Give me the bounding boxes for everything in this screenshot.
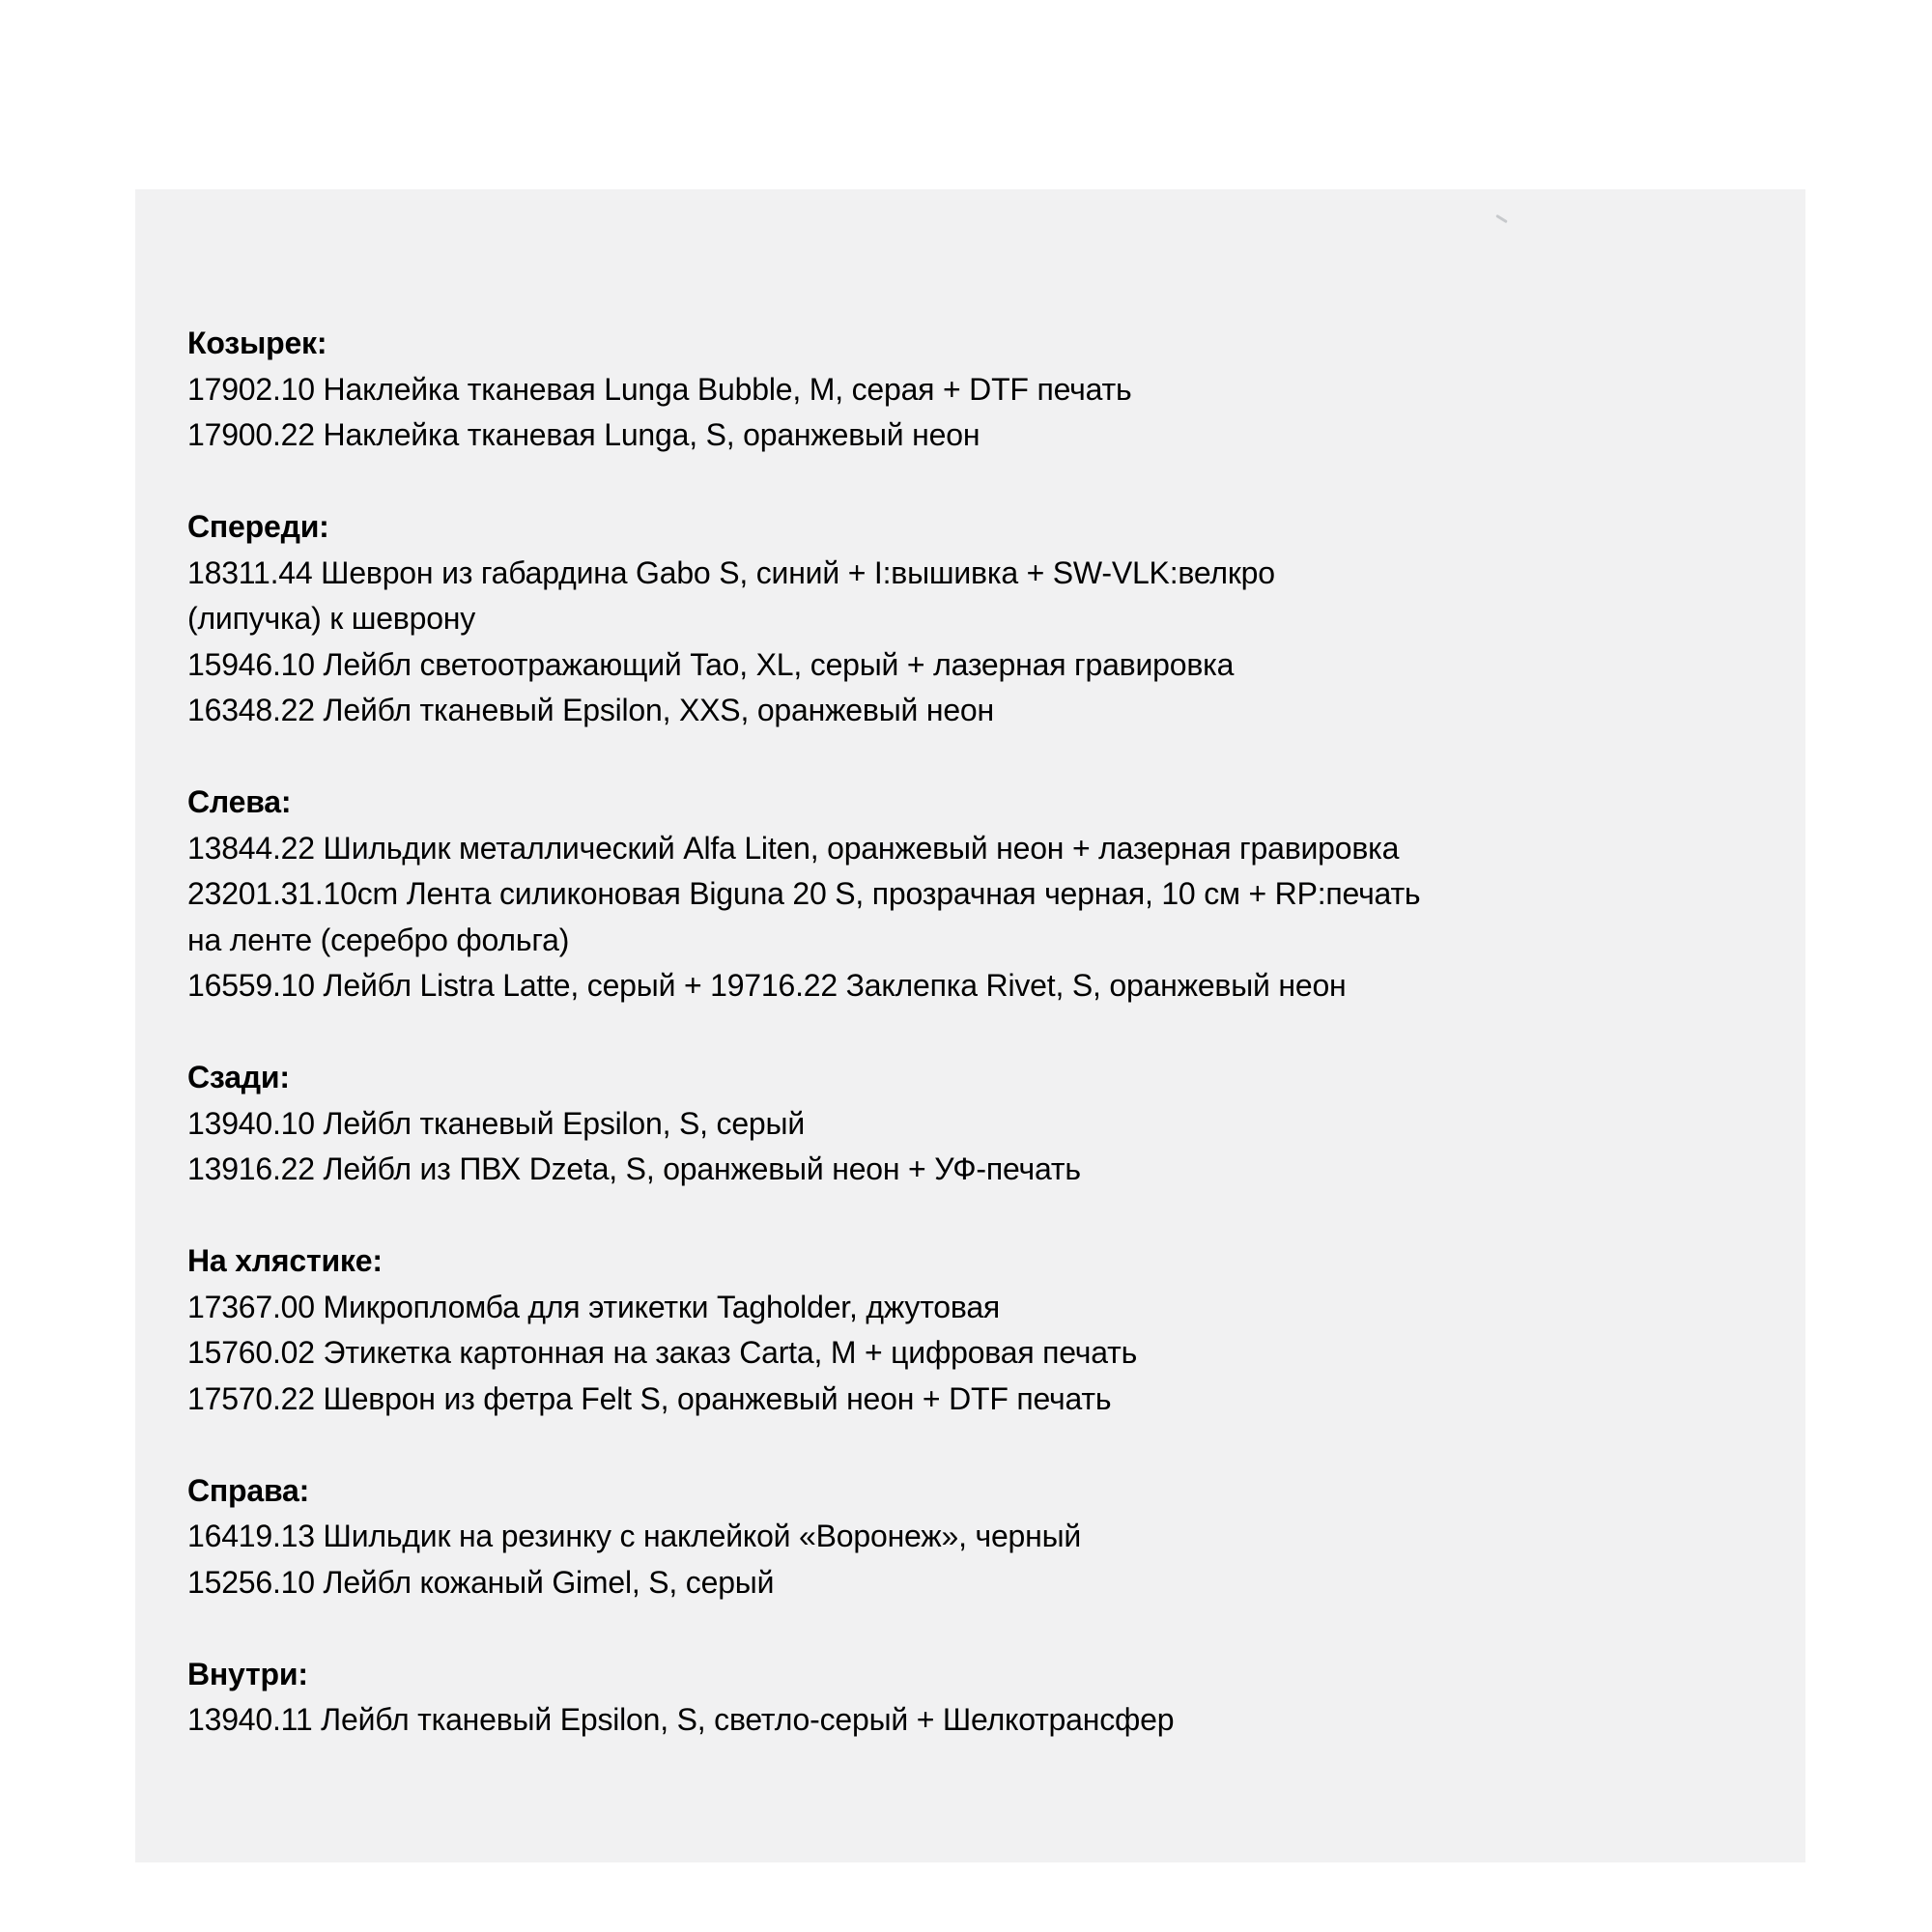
section-heading: Справа:	[187, 1472, 310, 1508]
section-visor	[187, 321, 1772, 459]
section-heading: Слева:	[187, 784, 292, 819]
spec-line: 18311.44 Шеврон из габардина Gabo S, синий + I:вышивка + SW-VLK:велкро	[187, 554, 1275, 590]
spec-line-wrap: на ленте (серебро фольга)	[187, 922, 570, 957]
spec-line-wrap: (липучка) к шеврону	[187, 601, 476, 636]
spec-line: 16348.22 Лейбл тканевый Epsilon, XXS, оранжевый неон	[187, 693, 994, 727]
spec-line: 15946.10 Лейбл светоотражающий Tao, XL, серый + лазерная гравировка	[187, 646, 1235, 682]
spec-line: 13844.22 Шильдик металлический Alfa Liten, оранжевый неон + лазерная гравировка	[187, 830, 1400, 866]
section-back	[187, 1055, 1772, 1193]
spec-line: 15256.10 Лейбл кожаный Gimel, S, серый	[187, 1564, 775, 1600]
stray-dash-mark	[1495, 214, 1508, 223]
section-inside	[187, 1652, 1772, 1744]
spec-line: 17900.22 Наклейка тканевая Lunga, S, оранжевый неон	[187, 417, 980, 452]
spec-line: 16559.10 Лейбл Listra Latte, серый + 19716.22 Заклепка Rivet, S, оранжевый неон	[187, 968, 1347, 1003]
spec-line: 15760.02 Этикетка картонная на заказ Carta, M + цифровая печать	[187, 1335, 1138, 1370]
section-heading: Козырек:	[187, 326, 327, 360]
spec-line: 16419.13 Шильдик на резинку с наклейкой «Воронеж», черный	[187, 1519, 1082, 1553]
section-strap	[187, 1238, 1772, 1422]
spec-sheet-panel	[135, 189, 1805, 1862]
spec-line: 17367.00 Микропломба для этикетки Tagholder, джутовая	[187, 1289, 1001, 1324]
section-heading: Спереди:	[187, 509, 329, 544]
section-heading: Сзади:	[187, 1060, 290, 1094]
section-heading: Внутри:	[187, 1656, 308, 1691]
spec-line: 13940.10 Лейбл тканевый Epsilon, S, серый	[187, 1105, 806, 1141]
section-right	[187, 1468, 1772, 1606]
section-heading: На хлястике:	[187, 1243, 383, 1278]
spec-line: 17570.22 Шеврон из фетра Felt S, оранжевый неон + DTF печать	[187, 1380, 1112, 1416]
spec-list	[187, 321, 1772, 1744]
spec-line: 23201.31.10cm Лента силиконовая Biguna 20 S, прозрачная черная, 10 см + RP:печать	[187, 876, 1421, 911]
section-left	[187, 780, 1772, 1009]
spec-line: 13940.11 Лейбл тканевый Epsilon, S, светло-серый + Шелкотрансфер	[187, 1702, 1175, 1737]
spec-line: 17902.10 Наклейка тканевая Lunga Bubble, M, серая + DTF печать	[187, 371, 1132, 407]
spec-line: 13916.22 Лейбл из ПВХ Dzeta, S, оранжевый неон + УФ-печать	[187, 1151, 1081, 1186]
section-front	[187, 504, 1772, 734]
